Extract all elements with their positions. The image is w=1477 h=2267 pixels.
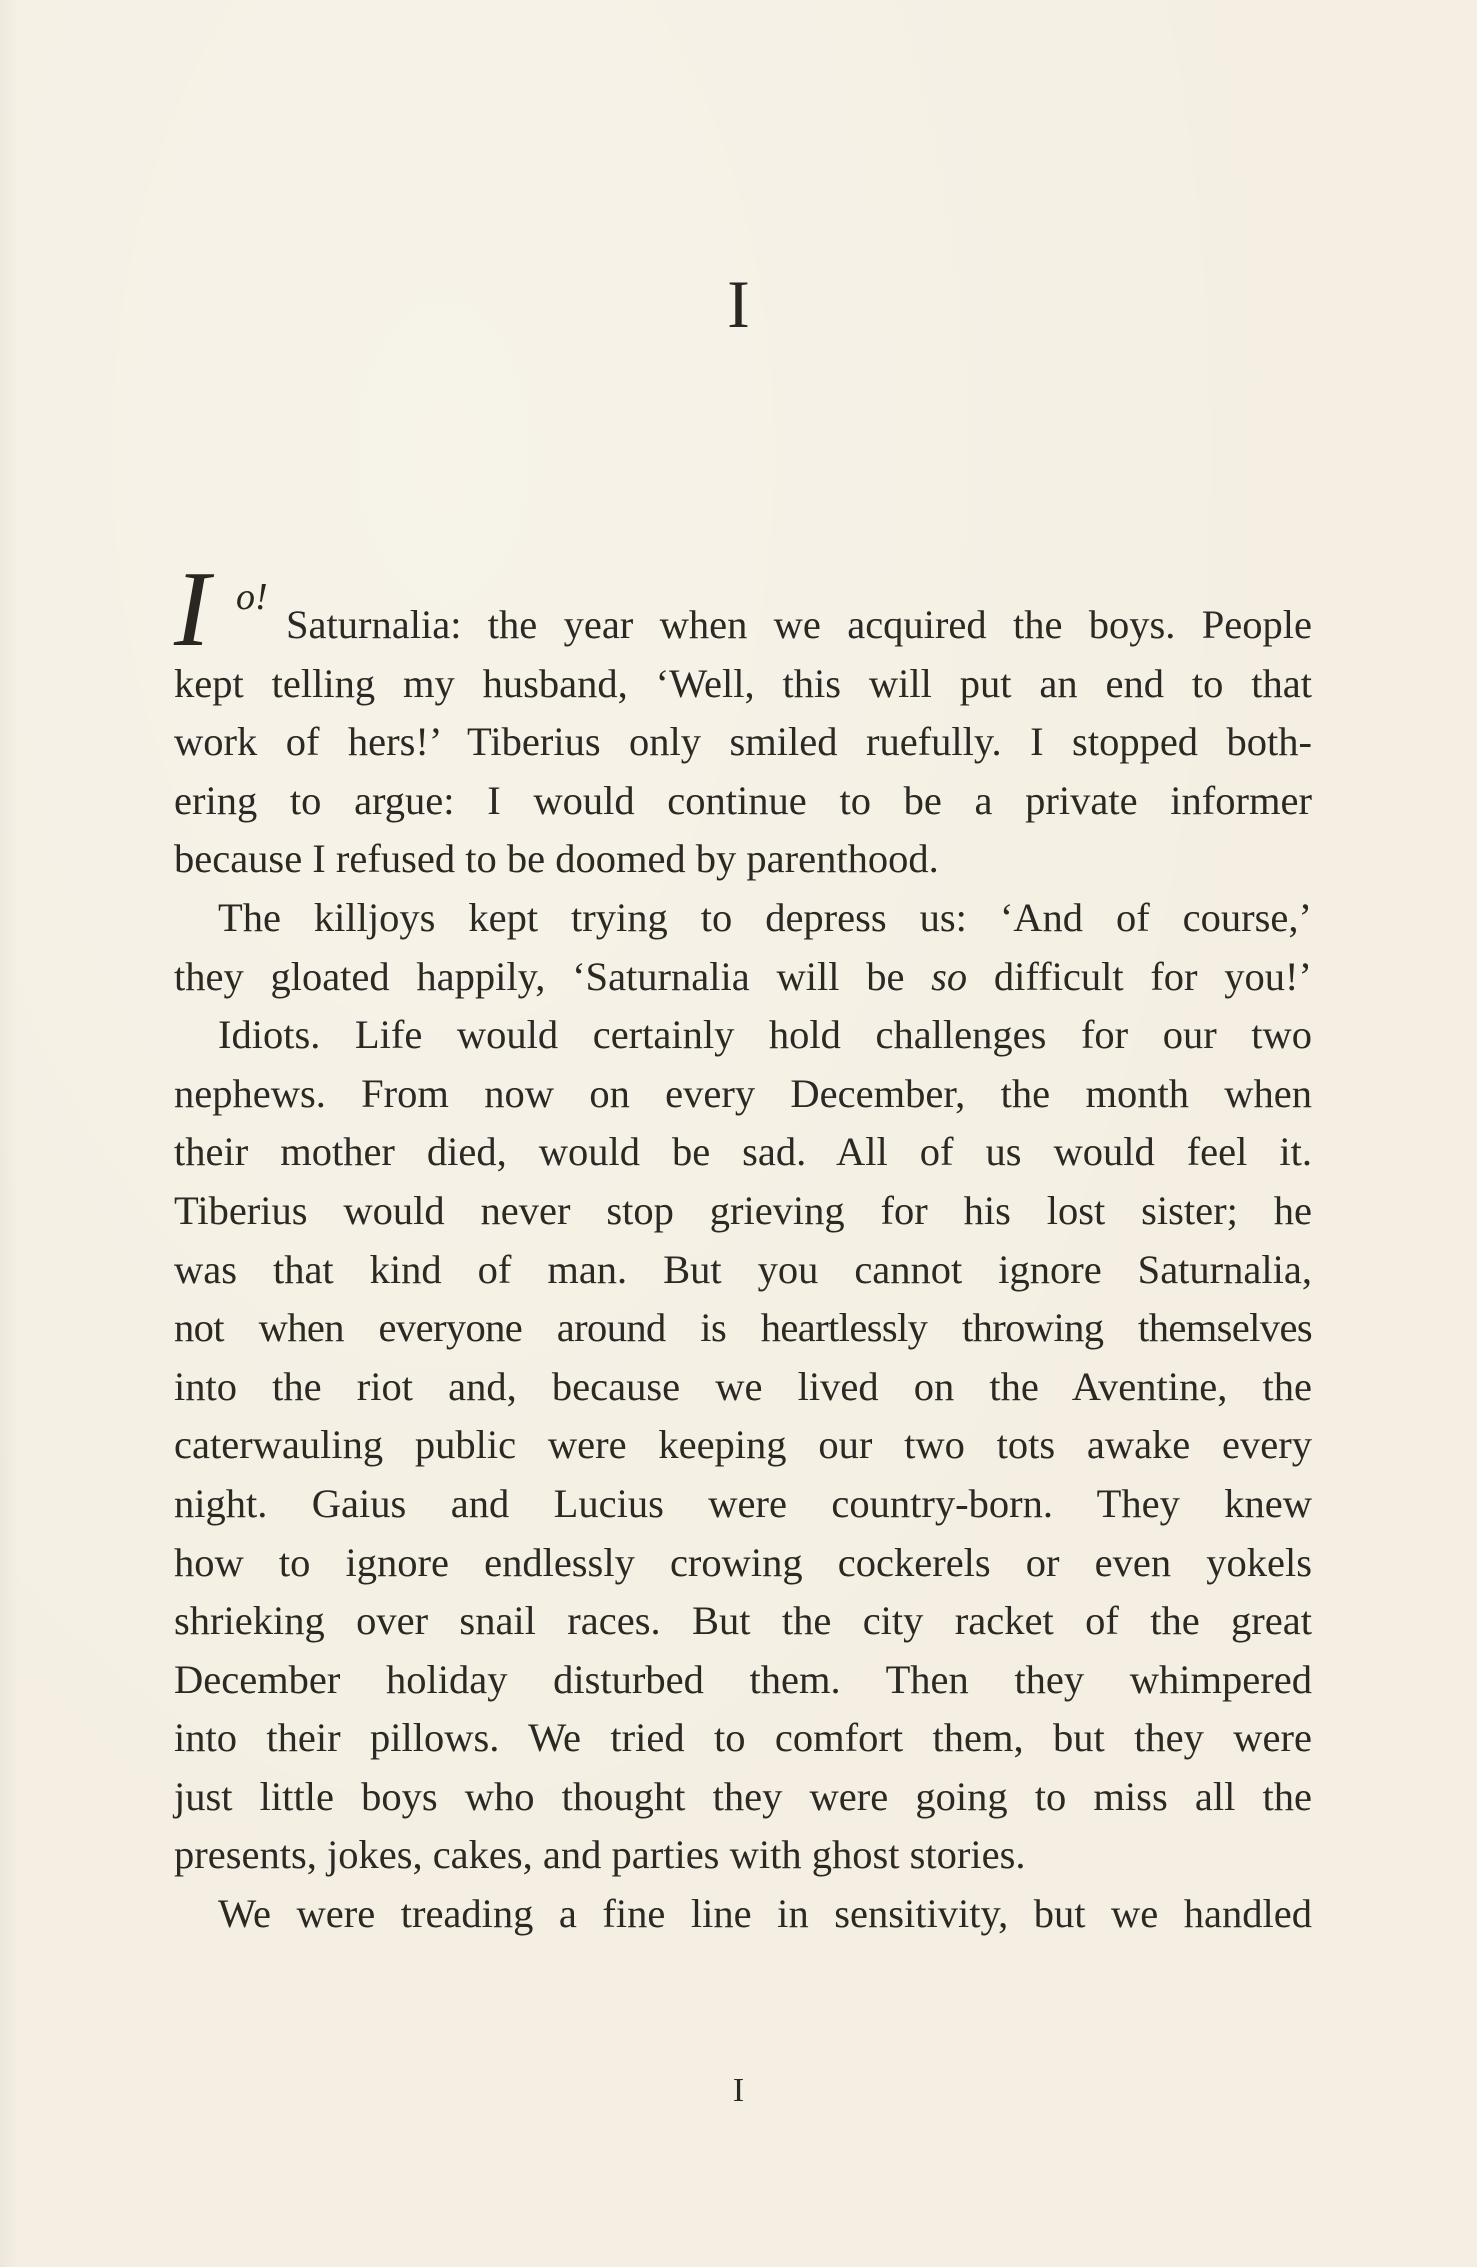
- text-line-19: December holiday disturbed them. Then they whimpered: [174, 1656, 1312, 1702]
- text-line-4: ering to argue: I would continue to be a private informer: [174, 777, 1312, 823]
- text-line-11: Tiberius would never stop grieving for his lost sister; he: [174, 1187, 1312, 1233]
- drop-cap-rest: o!: [236, 576, 268, 618]
- text-line-16: night. Gaius and Lucius were country-born. They knew: [174, 1480, 1312, 1526]
- text-line-6: The killjoys kept trying to depress us: ‘And of course,’: [218, 894, 1312, 940]
- text-line-3: work of hers!’ Tiberius only smiled ruefully. I stopped both-: [174, 719, 1312, 765]
- text-line-17: how to ignore endlessly crowing cockerels or even yokels: [174, 1539, 1312, 1585]
- text-line-20: into their pillows. We tried to comfort them, but they were: [174, 1715, 1312, 1761]
- text-line-content: Saturnalia: the year when we acquired the boys. People: [286, 602, 1312, 647]
- text-line-10: their mother died, would be sad. All of us would feel it.: [174, 1129, 1312, 1175]
- text-line-13: not when everyone around is heartlessly throwing themselves: [174, 1305, 1312, 1351]
- text-line-23: We were treading a fine line in sensitivity, but we handled: [218, 1891, 1312, 1937]
- text-line-12: was that kind of man. But you cannot ignore Saturnalia,: [174, 1246, 1312, 1292]
- text-line-7: [174, 948, 1312, 1007]
- gloat-before: they gloated happily, ‘Saturnalia will be: [174, 953, 932, 999]
- body-text: [174, 550, 1312, 1944]
- text-line-22: presents, jokes, cakes, and parties with ghost stories.: [174, 1832, 1026, 1878]
- text-line-9: nephews. From now on every December, the month when: [174, 1070, 1312, 1116]
- gloat-emphasis: so: [931, 953, 968, 999]
- text-line-8: Idiots. Life would certainly hold challenges for our two: [218, 1012, 1312, 1058]
- text-line-21: just little boys who thought they were going to miss all the: [174, 1773, 1312, 1819]
- drop-cap: I: [174, 550, 210, 669]
- chapter-number: I: [727, 266, 750, 342]
- text-line-1: [174, 550, 1312, 669]
- text-line-2: kept telling my husband, ‘Well, this will put an end to that: [174, 660, 1312, 706]
- text-line-14: into the riot and, because we lived on the Aventine, the: [174, 1363, 1312, 1409]
- text-line-18: shrieking over snail races. But the city racket of the great: [174, 1598, 1312, 1644]
- text-line-5: because I refused to be doomed by parenthood.: [174, 836, 939, 882]
- text-line-15: caterwauling public were keeping our two tots awake every: [174, 1422, 1312, 1468]
- page-number: I: [732, 2072, 745, 2109]
- gloat-after: difficult for you!’: [967, 953, 1312, 999]
